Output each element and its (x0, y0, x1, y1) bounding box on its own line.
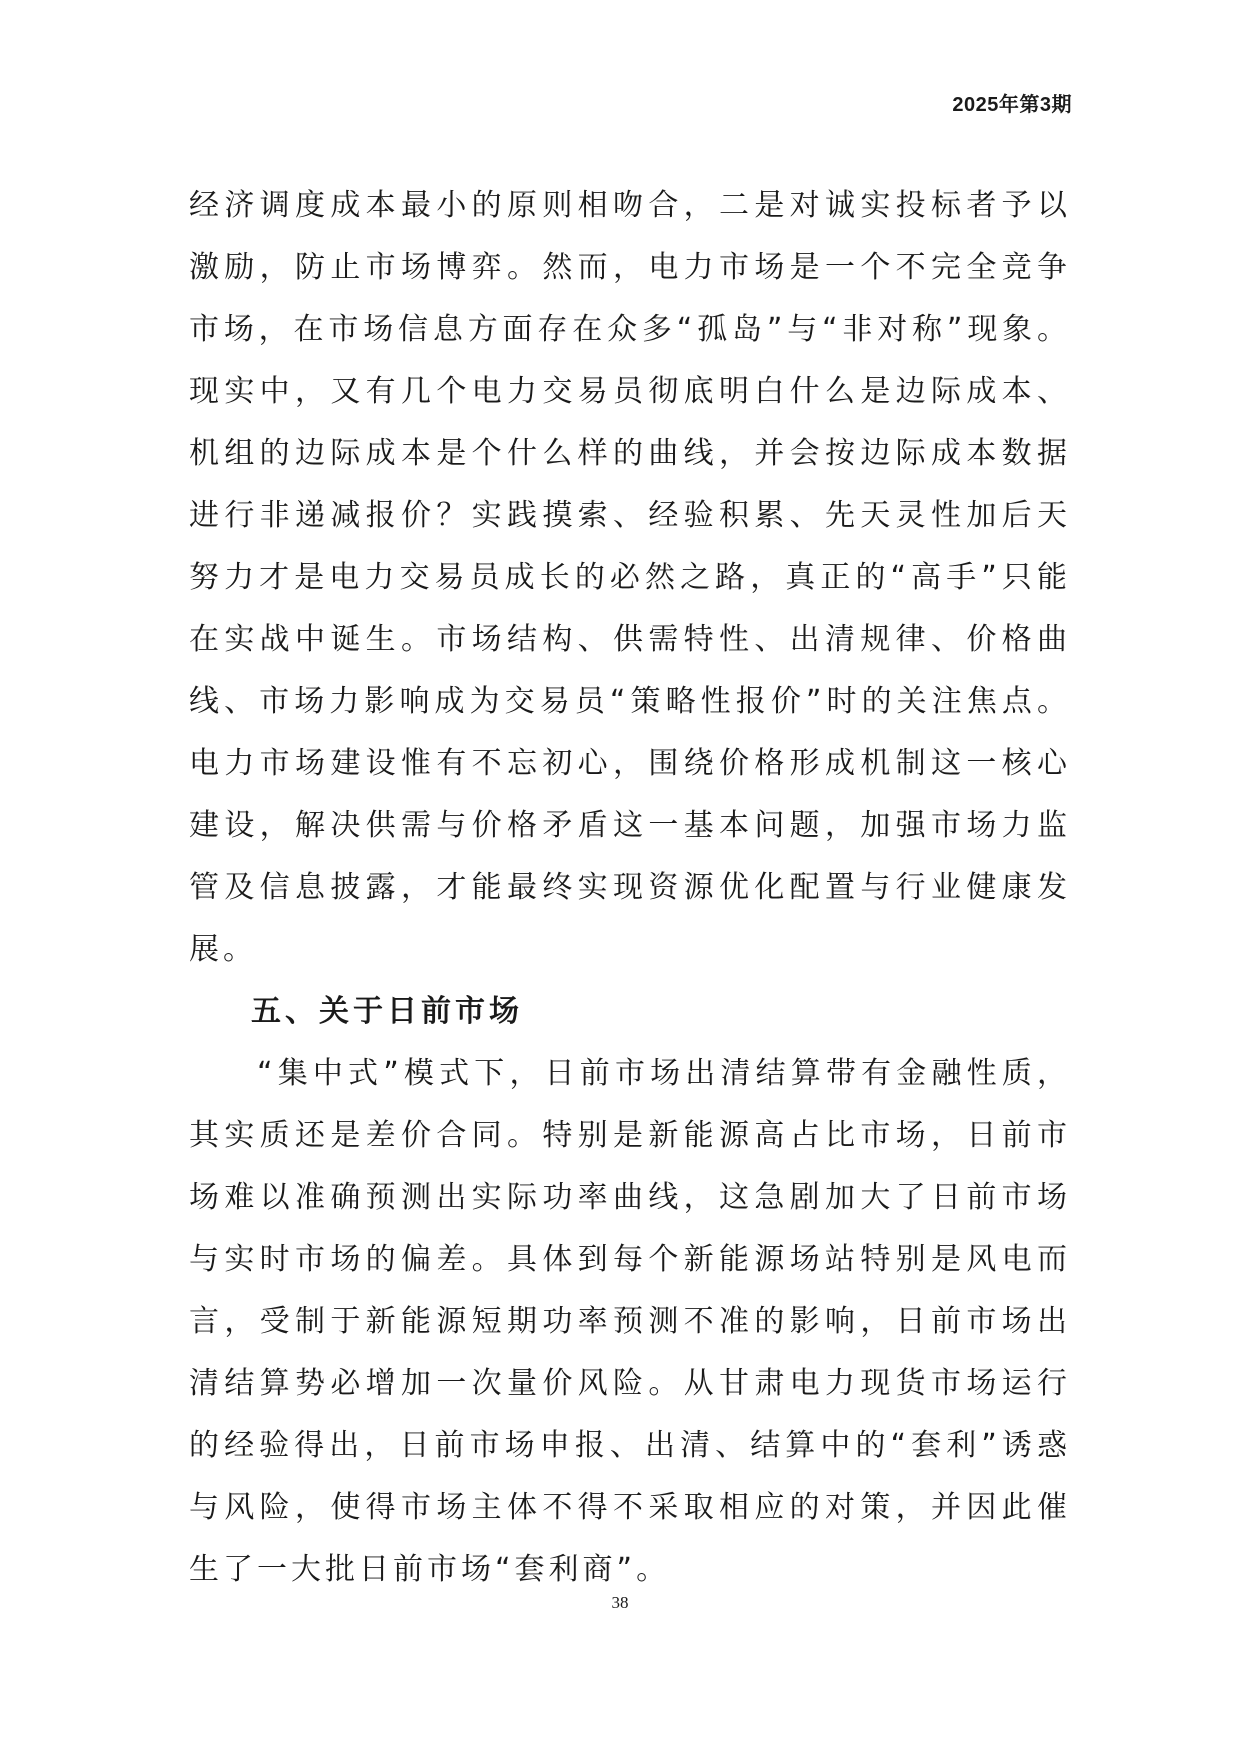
article-body (189, 175, 1071, 1601)
paragraph-continuation: 经济调度成本最小的原则相吻合，二是对诚实投标者予以激励，防止市场博弈。然而，电力市场是一个不完全竞争市场，在市场信息方面存在众多“孤岛”与“非对称”现象。现实中，又有几个电力交易员彻底明白什么是边际成本、机组的边际成本是个什么样的曲线，并会按边际成本数据进行非递减报价？实践摸索、经验积累、先天灵性加后天努力才是电力交易员成长的必然之路，真正的“高手”只能在实战中诞生。市场结构、供需特性、出清规律、价格曲线、市场力影响成为交易员“策略性报价”时的关注焦点。电力市场建设惟有不忘初心，围绕价格形成机制这一核心建设，解决供需与价格矛盾这一基本问题，加强市场力监管及信息披露，才能最终实现资源优化配置与行业健康发展。 (189, 188, 1071, 967)
issue-header: 2025年第3期 (952, 94, 1072, 116)
page-number: 38 (611, 1593, 629, 1612)
section-heading: 五、关于日前市场 (251, 994, 523, 1029)
paragraph-day-ahead-market: “集中式”模式下，日前市场出清结算带有金融性质，其实质还是差价合同。特别是新能源高占比市场，日前市场难以准确预测出实际功率曲线，这急剧加大了日前市场与实时市场的偏差。具体到每个新能源场站特别是风电而言，受制于新能源短期功率预测不准的影响，日前市场出清结算势必增加一次量价风险。从甘肃电力现货市场运行的经验得出，日前市场申报、出清、结算中的“套利”诱惑与风险，使得市场主体不得不采取相应的对策，并因此催生了一大批日前市场“套利商”。 (189, 1056, 1071, 1587)
